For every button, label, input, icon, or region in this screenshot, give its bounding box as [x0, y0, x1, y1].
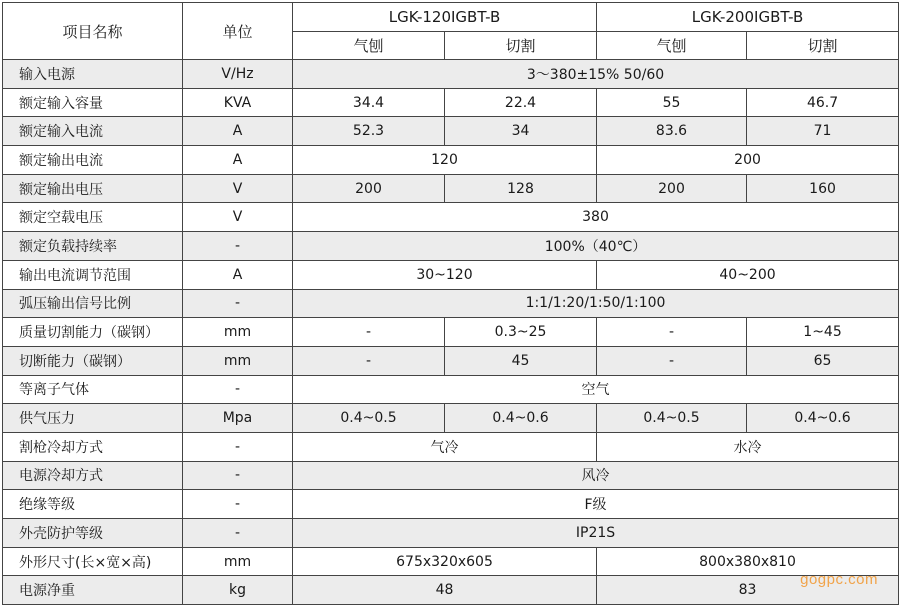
row-unit: A: [183, 117, 293, 146]
row-value: 40~200: [597, 260, 899, 289]
table-row: [3, 519, 899, 548]
row-value: 45: [445, 346, 597, 375]
table-row: [3, 146, 899, 175]
row-value: 120: [293, 146, 597, 175]
row-value: 380: [293, 203, 899, 232]
row-unit: V: [183, 174, 293, 203]
row-unit: mm: [183, 318, 293, 347]
table-row: [3, 289, 899, 318]
row-value: 675x320x605: [293, 547, 597, 576]
row-unit: -: [183, 461, 293, 490]
row-label: 质量切割能力（碳钢）: [3, 318, 183, 347]
table-row: [3, 375, 899, 404]
row-value: 800x380x810: [597, 547, 899, 576]
row-unit: KVA: [183, 88, 293, 117]
table-row: [3, 174, 899, 203]
row-value: 128: [445, 174, 597, 203]
table-row: [3, 490, 899, 519]
row-value: 160: [747, 174, 899, 203]
row-unit: A: [183, 146, 293, 175]
row-unit: -: [183, 519, 293, 548]
table-row: [3, 88, 899, 117]
spec-table: [2, 2, 899, 605]
row-unit: mm: [183, 346, 293, 375]
row-unit: A: [183, 260, 293, 289]
table-row: [3, 346, 899, 375]
row-label: 切断能力（碳钢）: [3, 346, 183, 375]
table-row: [3, 576, 899, 605]
row-unit: -: [183, 432, 293, 461]
table-row: [3, 318, 899, 347]
row-label: 额定输出电流: [3, 146, 183, 175]
header-unit: 单位: [183, 3, 293, 60]
row-value: -: [597, 318, 747, 347]
row-value: 34: [445, 117, 597, 146]
row-value: 0.4~0.6: [445, 404, 597, 433]
row-value: 71: [747, 117, 899, 146]
row-unit: V/Hz: [183, 60, 293, 89]
row-unit: V: [183, 203, 293, 232]
row-label: 弧压输出信号比例: [3, 289, 183, 318]
spec-body: [3, 60, 899, 605]
row-value: 0.4~0.6: [747, 404, 899, 433]
header-model-120: LGK-120IGBT-B: [293, 3, 597, 32]
row-value: 34.4: [293, 88, 445, 117]
row-value: IP21S: [293, 519, 899, 548]
row-label: 额定空载电压: [3, 203, 183, 232]
row-label: 输入电源: [3, 60, 183, 89]
row-unit: -: [183, 289, 293, 318]
row-label: 绝缘等级: [3, 490, 183, 519]
row-value: 83: [597, 576, 899, 605]
row-value: -: [293, 318, 445, 347]
row-value: 48: [293, 576, 597, 605]
table-row: [3, 60, 899, 89]
table-row: [3, 432, 899, 461]
row-unit: -: [183, 375, 293, 404]
row-value: 52.3: [293, 117, 445, 146]
row-value: 55: [597, 88, 747, 117]
row-value: 46.7: [747, 88, 899, 117]
row-label: 供气压力: [3, 404, 183, 433]
row-value: 200: [293, 174, 445, 203]
row-label: 额定输出电压: [3, 174, 183, 203]
row-value: F级: [293, 490, 899, 519]
header-sub-gouging-120: 气刨: [293, 31, 445, 60]
row-unit: mm: [183, 547, 293, 576]
row-value: 22.4: [445, 88, 597, 117]
row-label: 额定输入容量: [3, 88, 183, 117]
row-value: -: [293, 346, 445, 375]
header-sub-cutting-120: 切割: [445, 31, 597, 60]
watermark: gogpc.com: [800, 571, 878, 588]
row-value: 3～380±15% 50/60: [293, 60, 899, 89]
row-value: 0.4~0.5: [597, 404, 747, 433]
table-row: [3, 547, 899, 576]
row-value: 0.3~25: [445, 318, 597, 347]
table-row: [3, 203, 899, 232]
row-value: 30~120: [293, 260, 597, 289]
row-value: -: [597, 346, 747, 375]
row-value: 200: [597, 146, 899, 175]
row-unit: -: [183, 490, 293, 519]
row-label: 外形尺寸(长×宽×高): [3, 547, 183, 576]
header-item-name: 项目名称: [3, 3, 183, 60]
row-value: 水冷: [597, 432, 899, 461]
row-value: 83.6: [597, 117, 747, 146]
row-unit: kg: [183, 576, 293, 605]
row-label: 额定输入电流: [3, 117, 183, 146]
row-value: 0.4~0.5: [293, 404, 445, 433]
row-label: 电源净重: [3, 576, 183, 605]
row-label: 外壳防护等级: [3, 519, 183, 548]
row-unit: Mpa: [183, 404, 293, 433]
row-value: 65: [747, 346, 899, 375]
row-label: 电源冷却方式: [3, 461, 183, 490]
table-row: [3, 232, 899, 261]
row-value: 100%（40℃）: [293, 232, 899, 261]
table-row: [3, 117, 899, 146]
row-value: 气冷: [293, 432, 597, 461]
table-row: [3, 404, 899, 433]
header-sub-cutting-200: 切割: [747, 31, 899, 60]
row-label: 额定负载持续率: [3, 232, 183, 261]
row-label: 输出电流调节范围: [3, 260, 183, 289]
row-value: 200: [597, 174, 747, 203]
table-row: [3, 260, 899, 289]
table-row: [3, 461, 899, 490]
row-value: 1:1/1:20/1:50/1:100: [293, 289, 899, 318]
row-label: 等离子气体: [3, 375, 183, 404]
row-value: 空气: [293, 375, 899, 404]
row-label: 割枪冷却方式: [3, 432, 183, 461]
header-sub-gouging-200: 气刨: [597, 31, 747, 60]
header-model-200: LGK-200IGBT-B: [597, 3, 899, 32]
row-unit: -: [183, 232, 293, 261]
row-value: 1~45: [747, 318, 899, 347]
row-value: 风冷: [293, 461, 899, 490]
